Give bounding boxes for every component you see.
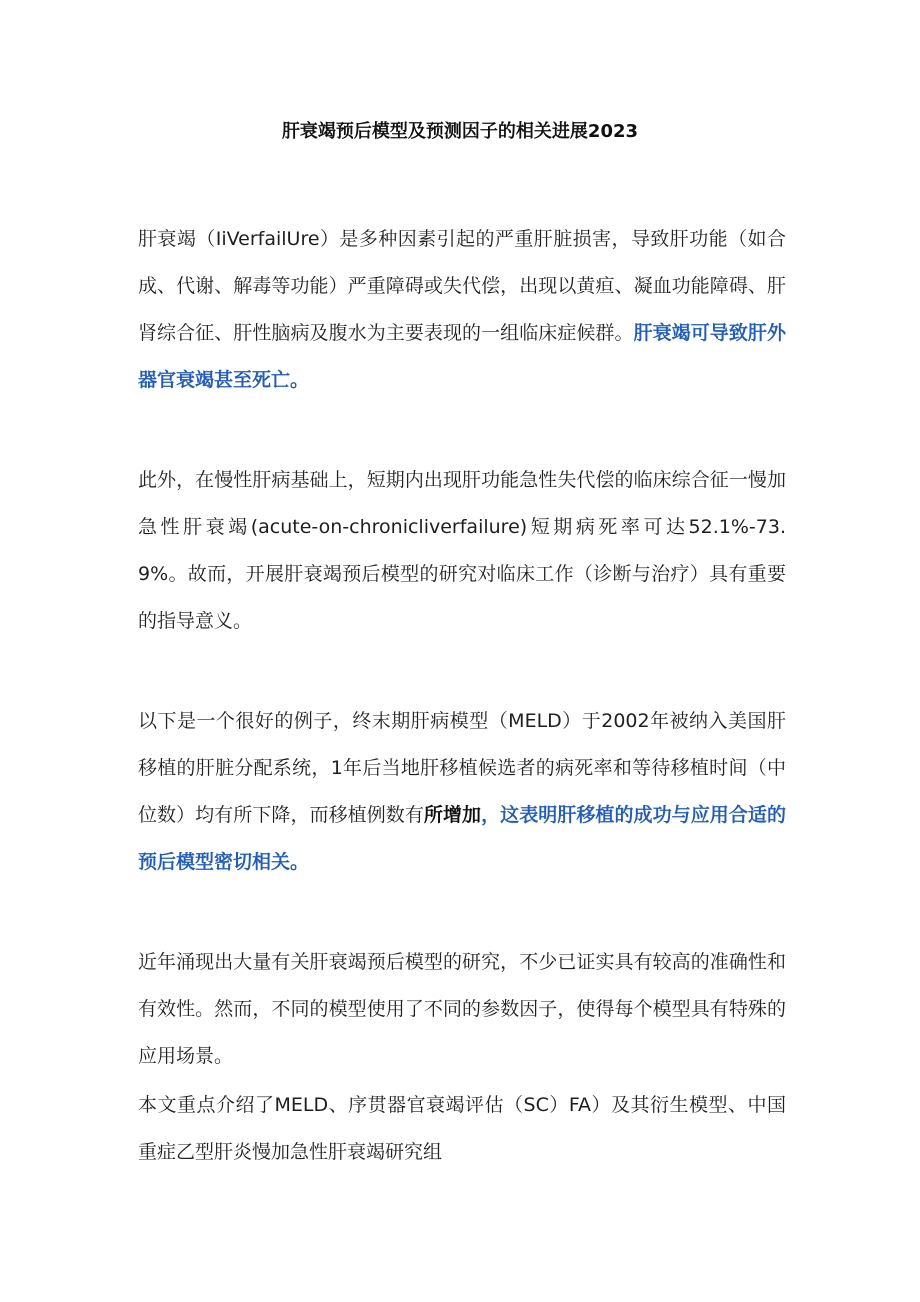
- paragraph-meld-example: [138, 698, 786, 886]
- highlighted-text: 肝衰竭可导致肝外器官衰竭甚至死亡。: [138, 322, 786, 391]
- document-title: 肝衰竭预后模型及预测因子的相关进展2023: [281, 121, 639, 142]
- bold-text: 所增加: [423, 804, 482, 826]
- paragraph-text: 本文重点介绍了MELD、序贯器官衰竭评估（SC）FA）及其衍生模型、中国重症乙型肝炎慢加急性肝衰竭研究组: [138, 1094, 786, 1163]
- paragraph-overview: [138, 1082, 786, 1176]
- paragraph-text: 此外，在慢性肝病基础上，短期内出现肝功能急性失代偿的临床综合征一慢加急性肝衰竭(acute-on-chronicliverfailure)短期病死率可达52.1%-73.9%。故而，开展肝衰竭预后模型的研究对临床工作（诊断与治疗）具有重要的指导意义。: [138, 469, 786, 632]
- highlighted-text: ，这表明肝移植的成功与应用合适的预后模型密切相关。: [138, 804, 786, 873]
- paragraph-text: 近年涌现出大量有关肝衰竭预后模型的研究，不少已证实具有较高的准确性和有效性。然而，不同的模型使用了不同的参数因子，使得每个模型具有特殊的应用场景。: [138, 951, 786, 1067]
- paragraph-intro: [138, 216, 786, 404]
- paragraph-text: 以下是一个很好的例子，终末期肝病模型（MELD）于2002年被纳入美国肝移植的肝脏分配系统，1年后当地肝移植候选者的病死率和等待移植时间（中位数）均有所下降，而移植例数有: [138, 710, 786, 826]
- paragraph-recent-research: [138, 939, 786, 1080]
- paragraph-text: 肝衰竭（IiVerfailUre）是多种因素引起的严重肝脏损害，导致肝功能（如合成、代谢、解毒等功能）严重障碍或失代偿，出现以黄疸、凝血功能障碍、肝肾综合征、肝性脑病及腹水为主要表现的一组临床症候群。: [138, 228, 786, 344]
- paragraph-aclf: [138, 457, 786, 645]
